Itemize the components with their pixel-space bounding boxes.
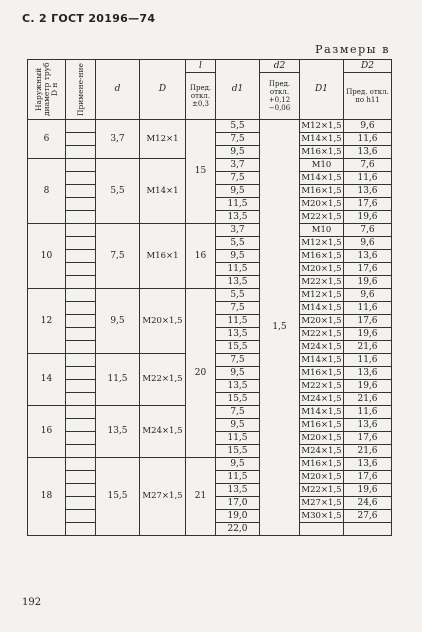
table-row: [28, 224, 392, 237]
cell-application: [66, 211, 96, 224]
col-l: l: [186, 60, 216, 73]
cell-D1: M12×1,5: [301, 237, 342, 248]
cell-application: [66, 185, 96, 198]
col-D2: D2: [344, 60, 392, 73]
cell-D2: 11,6: [344, 133, 392, 146]
cell-D2: [344, 523, 392, 536]
cell-application: [66, 432, 96, 445]
cell-outer-diameter: 14: [28, 354, 66, 406]
cell-D1: M20×1,5: [301, 432, 342, 443]
col-d: d: [96, 60, 140, 120]
cell-D1: M27×1,5: [301, 497, 342, 508]
cell-d1: 19,0: [216, 510, 260, 523]
cell-D2: 19,6: [344, 276, 392, 289]
cell-D1: M24×1,5: [301, 445, 342, 456]
cell-d: 9,5: [96, 289, 140, 354]
cell-d1: 15,5: [216, 393, 260, 406]
cell-D2: 21,6: [344, 393, 392, 406]
cell-D: M22×1,5: [140, 354, 186, 406]
dimensions-table: [27, 59, 392, 536]
cell-D2: 17,6: [344, 432, 392, 445]
cell-D2: 13,6: [344, 367, 392, 380]
cell-D: M16×1: [140, 224, 186, 289]
cell-D2: 7,6: [344, 224, 392, 237]
cell-D2: 13,6: [344, 458, 392, 471]
cell-D1: M12×1,5: [301, 120, 342, 131]
cell-d: 7,5: [96, 224, 140, 289]
cell-l: 16: [186, 224, 216, 289]
col-d1: d1: [216, 60, 260, 120]
cell-application: [66, 250, 96, 263]
cell-D1: [300, 523, 344, 536]
cell-application: [66, 224, 96, 237]
cell-D: M14×1: [140, 159, 186, 224]
col-application: Примене-ние: [66, 60, 96, 120]
cell-application: [66, 367, 96, 380]
cell-D2: 13,6: [344, 146, 392, 159]
cell-application: [66, 289, 96, 302]
cell-l: 15: [186, 120, 216, 224]
cell-application: [66, 393, 96, 406]
cell-d1: 17,0: [216, 497, 260, 510]
cell-D2: 13,6: [344, 419, 392, 432]
cell-D2: 27,6: [344, 510, 392, 523]
cell-D1: M16×1,5: [301, 367, 342, 378]
cell-D1: M24×1,5: [301, 393, 342, 404]
cell-D2: 19,6: [344, 211, 392, 224]
cell-D2: 19,6: [344, 484, 392, 497]
cell-d1: 22,0: [216, 523, 260, 536]
cell-application: [66, 458, 96, 471]
cell-D2: 9,6: [344, 120, 392, 133]
cell-application: [66, 354, 96, 367]
cell-d1: 7,5: [216, 302, 260, 315]
cell-d: 3,7: [96, 120, 140, 159]
cell-D2: 21,6: [344, 445, 392, 458]
col-D2-tolerance: Пред. откл. по h11: [344, 73, 392, 120]
cell-D1: M16×1,5: [301, 419, 342, 430]
cell-application: [66, 133, 96, 146]
units-label: Размеры в: [315, 43, 390, 56]
cell-d1: 9,5: [216, 250, 260, 263]
cell-D1: M10: [300, 224, 344, 237]
cell-application: [66, 146, 96, 159]
cell-D: M24×1,5: [140, 406, 186, 458]
cell-d1: 5,5: [216, 120, 260, 133]
cell-d1: 5,5: [216, 289, 260, 302]
cell-application: [66, 523, 96, 536]
col-D1: D1: [300, 60, 344, 120]
cell-D: M12×1: [140, 120, 186, 159]
cell-outer-diameter: 8: [28, 159, 66, 224]
cell-application: [66, 302, 96, 315]
cell-outer-diameter: 10: [28, 224, 66, 289]
cell-d1: 5,5: [216, 237, 260, 250]
cell-D: M27×1,5: [140, 458, 186, 536]
cell-D1: M22×1,5: [301, 211, 342, 222]
cell-d: 13,5: [96, 406, 140, 458]
cell-d1: 9,5: [216, 185, 260, 198]
cell-D1: M20×1,5: [301, 263, 342, 274]
cell-d: 15,5: [96, 458, 140, 536]
cell-d: 11,5: [96, 354, 140, 406]
cell-D1: M10: [300, 159, 344, 172]
cell-D1: M22×1,5: [301, 484, 342, 495]
cell-d1: 9,5: [216, 146, 260, 159]
cell-d1: 11,5: [216, 315, 260, 328]
cell-D1: M30×1,5: [301, 510, 342, 521]
cell-application: [66, 276, 96, 289]
cell-d1: 15,5: [216, 341, 260, 354]
cell-d1: 15,5: [216, 445, 260, 458]
cell-d1: 9,5: [216, 458, 260, 471]
cell-outer-diameter: 12: [28, 289, 66, 354]
col-d2-tolerance: Пред. откл. +0,12 −0,06: [260, 73, 300, 120]
col-outer-diameter: Наружный диаметр труб D н: [28, 60, 66, 120]
cell-application: [66, 406, 96, 419]
table-row: [28, 120, 392, 133]
cell-D2: 17,6: [344, 198, 392, 211]
cell-outer-diameter: 6: [28, 120, 66, 159]
cell-application: [66, 471, 96, 484]
cell-D2: 19,6: [344, 380, 392, 393]
cell-application: [66, 497, 96, 510]
cell-d1: 7,5: [216, 406, 260, 419]
cell-outer-diameter: 18: [28, 458, 66, 536]
cell-D2: 7,6: [344, 159, 392, 172]
cell-application: [66, 510, 96, 523]
cell-d1: 9,5: [216, 419, 260, 432]
cell-d1: 3,7: [216, 159, 260, 172]
cell-D1: M22×1,5: [301, 328, 342, 339]
cell-d1: 7,5: [216, 172, 260, 185]
cell-outer-diameter: 16: [28, 406, 66, 458]
page-header: С. 2 ГОСТ 20196—74: [22, 12, 156, 25]
cell-application: [66, 172, 96, 185]
cell-D2: 17,6: [344, 471, 392, 484]
cell-d1: 9,5: [216, 367, 260, 380]
cell-d1: 11,5: [216, 432, 260, 445]
col-l-tolerance: Пред. откл. ±0,3: [186, 73, 216, 120]
cell-D1: M24×1,5: [301, 341, 342, 352]
cell-d2: 1,5: [260, 120, 300, 536]
cell-D2: 17,6: [344, 263, 392, 276]
cell-D2: 13,6: [344, 250, 392, 263]
cell-l: 20: [186, 289, 216, 458]
cell-D2: 9,6: [344, 289, 392, 302]
cell-D2: 11,6: [344, 406, 392, 419]
cell-D2: 11,6: [344, 302, 392, 315]
cell-application: [66, 120, 96, 133]
cell-application: [66, 484, 96, 497]
cell-D2: 17,6: [344, 315, 392, 328]
cell-application: [66, 341, 96, 354]
cell-D2: 19,6: [344, 328, 392, 341]
cell-application: [66, 198, 96, 211]
cell-d1: 13,5: [216, 276, 260, 289]
col-d2: d2: [260, 60, 300, 73]
cell-d1: 13,5: [216, 211, 260, 224]
table-row: [28, 289, 392, 302]
cell-D1: M22×1,5: [301, 276, 342, 287]
cell-D1: M14×1,5: [301, 354, 342, 365]
cell-D2: 11,6: [344, 354, 392, 367]
cell-d1: 11,5: [216, 471, 260, 484]
cell-application: [66, 237, 96, 250]
cell-D1: M16×1,5: [301, 250, 342, 261]
cell-D2: 24,6: [344, 497, 392, 510]
cell-D2: 21,6: [344, 341, 392, 354]
cell-application: [66, 445, 96, 458]
cell-d1: 3,7: [216, 224, 260, 237]
cell-D1: M16×1,5: [301, 458, 342, 469]
cell-D1: M22×1,5: [301, 380, 342, 391]
cell-d1: 13,5: [216, 328, 260, 341]
cell-D2: 13,6: [344, 185, 392, 198]
cell-D1: M14×1,5: [301, 133, 342, 144]
cell-D1: M20×1,5: [301, 315, 342, 326]
cell-D1: M14×1,5: [301, 172, 342, 183]
cell-D1: M20×1,5: [301, 471, 342, 482]
cell-application: [66, 380, 96, 393]
cell-d1: 11,5: [216, 263, 260, 276]
cell-d1: 11,5: [216, 198, 260, 211]
cell-D1: M14×1,5: [301, 406, 342, 417]
cell-d1: 13,5: [216, 380, 260, 393]
cell-application: [66, 159, 96, 172]
cell-D1: M16×1,5: [301, 146, 342, 157]
col-D: D: [140, 60, 186, 120]
cell-D1: M12×1,5: [301, 289, 342, 300]
cell-D2: 11,6: [344, 172, 392, 185]
cell-D1: M14×1,5: [301, 302, 342, 313]
cell-D2: 9,6: [344, 237, 392, 250]
cell-D1: M20×1,5: [301, 198, 342, 209]
cell-application: [66, 328, 96, 341]
page-number: 192: [22, 597, 42, 608]
cell-D1: M16×1,5: [301, 185, 342, 196]
cell-d1: 13,5: [216, 484, 260, 497]
cell-d: 5,5: [96, 159, 140, 224]
cell-application: [66, 263, 96, 276]
cell-application: [66, 419, 96, 432]
cell-l: 21: [186, 458, 216, 536]
cell-d1: 7,5: [216, 133, 260, 146]
cell-application: [66, 315, 96, 328]
cell-d1: 7,5: [216, 354, 260, 367]
cell-D: M20×1,5: [140, 289, 186, 354]
table-row: [28, 458, 392, 471]
